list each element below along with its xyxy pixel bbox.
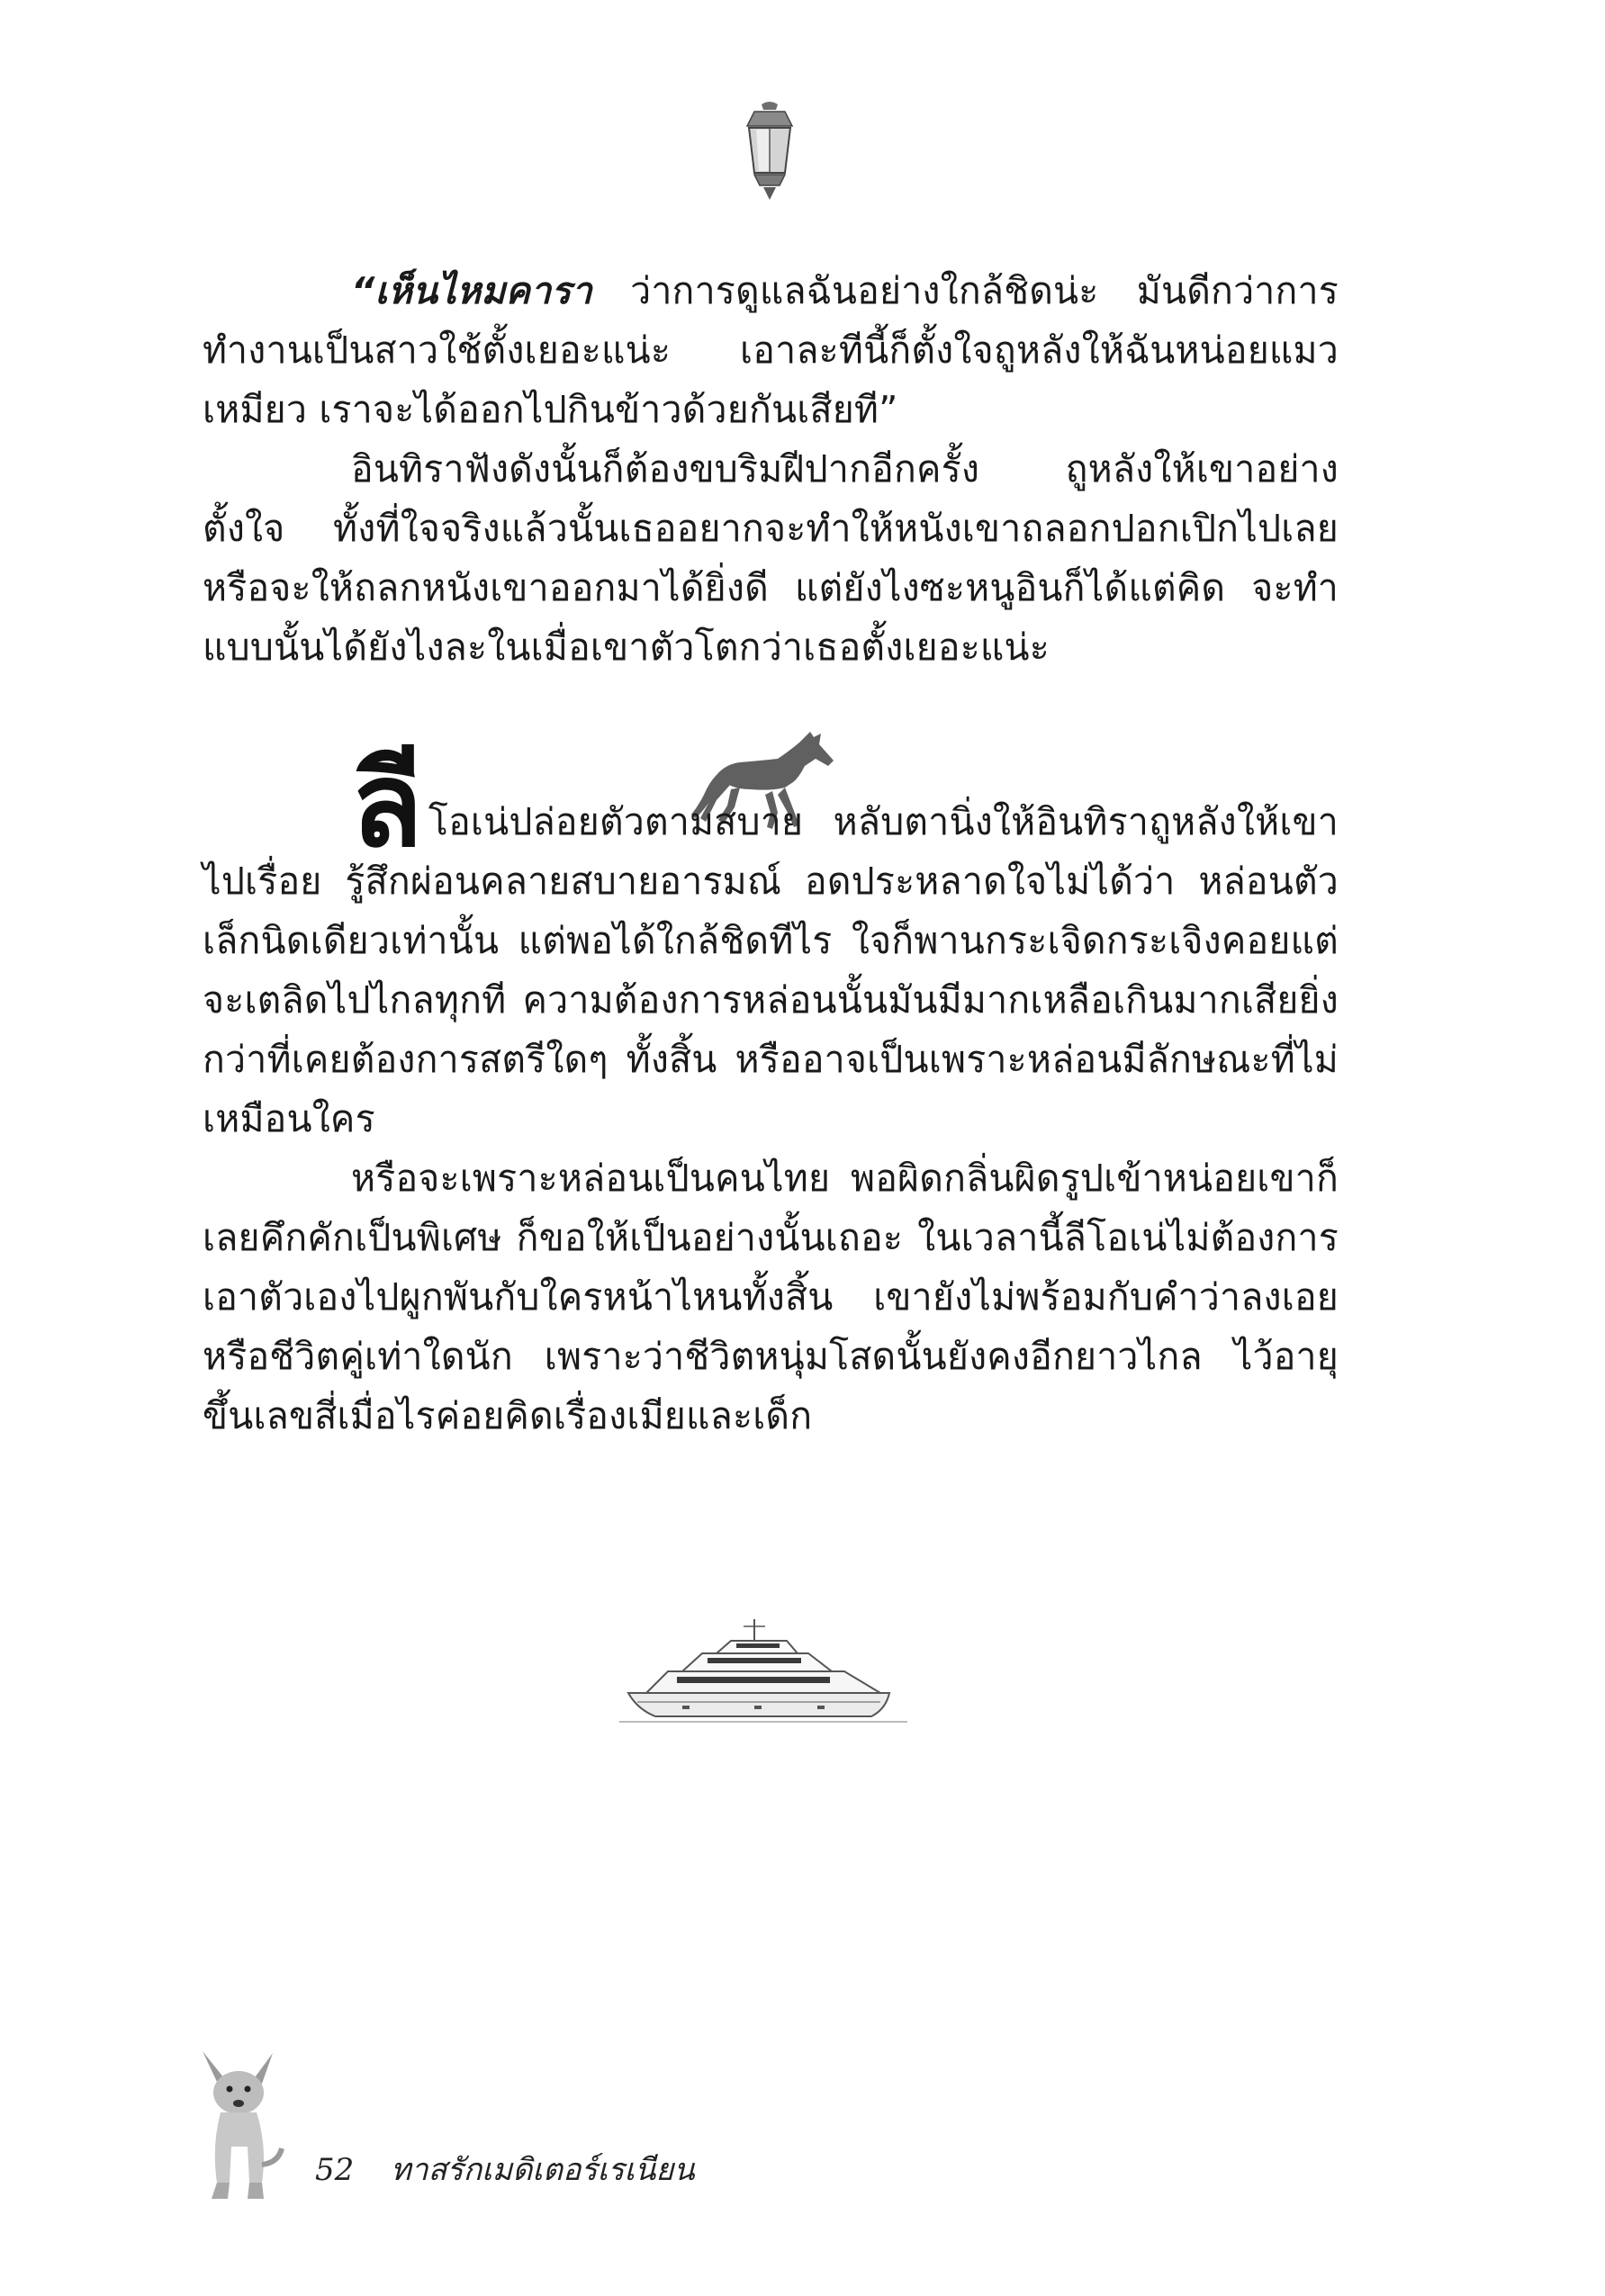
yacht-icon xyxy=(619,1616,907,1728)
page-footer xyxy=(315,2145,695,2193)
lantern-icon xyxy=(729,99,810,207)
paragraph: อินทิราฟังดังนั้นก็ต้องขบริมฝีปากอีกครั้ง ถูหลังให้เขาอย่างตั้งใจ ทั้งที่ใจจริงแล้วนั้นเธออยากจะทำให้หนังเขาถลอกปอกเปิกไปเลย หรือจะให้ถลกหนังเขาออกมาได้ยิ่งดี แต่ยังไงซะหนูอินก็ได้แต่คิด จะทำแบบนั้นได้ยังไงละในเมื่อเขาตัวโตกว่าเธอตั้งเยอะแน่ะ xyxy=(203,447,1339,669)
text-block-top xyxy=(203,261,1339,677)
page-number: 52 xyxy=(315,2152,355,2188)
text-block-main xyxy=(203,736,1339,1445)
drop-cap: ลี xyxy=(351,736,423,873)
book-title: ทาสรักเมดิเตอร์เรเนียน xyxy=(391,2152,695,2188)
paragraph xyxy=(203,261,1339,439)
paragraph xyxy=(203,736,1339,1148)
emphasized-phrase: “เห็นไหมคารา xyxy=(351,269,592,312)
paragraph-text: ว่าการดูแลฉันอย่างใกล้ชิดน่ะ มันดีกว่าการทำงานเป็นสาวใช้ตั้งเยอะแน่ะ เอาละทีนี้ก็ตั้งใจถูหลังให้ฉันหน่อยแมวเหมียว เราจะได้ออกไปกินข้าวด้วยกันเสียที” xyxy=(203,269,1339,431)
chihuahua-icon xyxy=(185,2048,293,2205)
paragraph: หรือจะเพราะหล่อนเป็นคนไทย พอผิดกลิ่นผิดรูปเข้าหน่อยเขาก็เลยคึกคักเป็นพิเศษ ก็ขอให้เป็นอย่างนั้นเถอะ ในเวลานี้ลีโอเน่ไม่ต้องการเอาตัวเองไปผูกพันกับใครหน้าไหนทั้งสิ้น เขายังไม่พร้อมกับคำว่าลงเอย หรือชีวิตคู่เท่าใดนัก เพราะว่าชีวิตหนุ่มโสดนั้นยังคงอีกยาวไกล ไว้อายุขึ้นเลขสี่เมื่อไรค่อยคิดเรื่องเมียและเด็ก xyxy=(203,1157,1339,1437)
paragraph-text: โอเน่ปล่อยตัวตามสบาย หลับตานิ่งให้อินทิราถูหลังให้เขาไปเรื่อย รู้สึกผ่อนคลายสบายอารมณ์ อดประหลาดใจไม่ได้ว่า หล่อนตัวเล็กนิดเดียวเท่านั้น แต่พอได้ใกล้ชิดทีไร ใจก็พานกระเจิดกระเจิงคอยแต่จะเตลิดไปไกลทุกที ความต้องการหล่อนนั้นมันมีมากเหลือเกินมากเสียยิ่งกว่าที่เคยต้องการสตรีใดๆ ทั้งสิ้น หรืออาจเป็นเพราะหล่อนมีลักษณะที่ไม่เหมือนใคร xyxy=(203,800,1339,1140)
